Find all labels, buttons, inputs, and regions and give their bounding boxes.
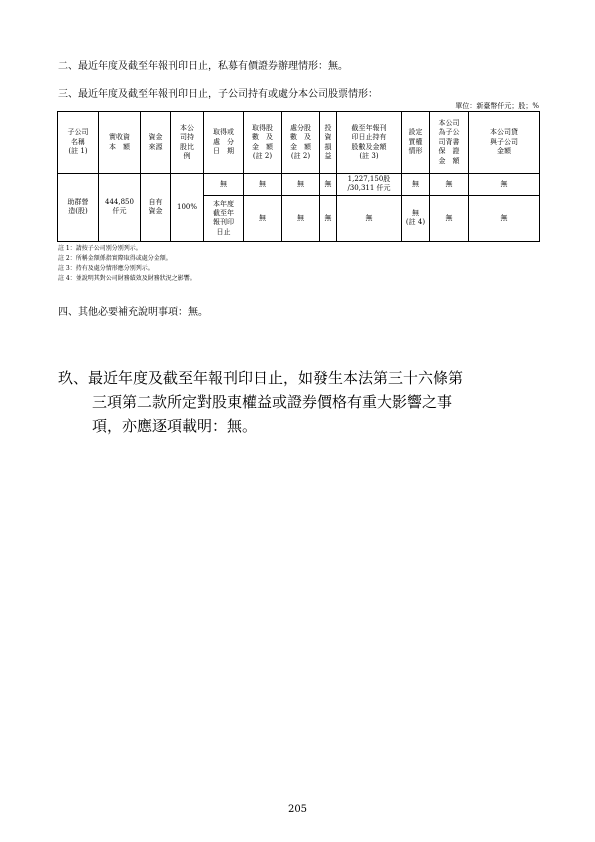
pledge-cell: 無 (註 4): [402, 195, 430, 241]
dispose-cell: 無: [282, 174, 320, 196]
guarantee-cell: 無: [430, 174, 469, 196]
footnote: 註 3：持有及處分情形應分別列示。: [58, 265, 154, 272]
pnl-cell: 無: [320, 195, 337, 241]
holding-cell: 1,227,150股 /30,311 仟元: [337, 174, 402, 196]
ratio-cell: 100%: [171, 174, 204, 242]
header-cell: 本公司 為子公 司背書 保 證 金 額: [430, 112, 469, 174]
header-cell: 處分股 數 及 金 額 (註 2): [282, 112, 320, 174]
acquire-cell: 無: [244, 195, 282, 241]
date-cell: 無: [204, 174, 244, 196]
loan-cell: 無: [469, 174, 540, 196]
section-9-material-events: [58, 366, 548, 438]
header-cell: 取得股 數 及 金 額 (註 2): [244, 112, 282, 174]
section-9-line: 玖、最近年度及截至年報刊印日止，如發生本法第三十六條第: [58, 369, 464, 387]
section-3-subsidiary-holdings: 三、最近年度及截至年報刊印日止，子公司持有或處分本公司股票情形：: [58, 89, 378, 100]
date-cell: 本年度 截至年 報刊印 日止: [204, 195, 244, 241]
section-9-line: 項，亦應逐項載明：無。: [92, 417, 258, 435]
table-header-row: [58, 112, 540, 174]
acquire-cell: 無: [244, 174, 282, 196]
header-cell: 資金 來源: [141, 112, 171, 174]
header-cell: 實收資 本 額: [99, 112, 141, 174]
footnote: 註 1：請按子公司別分別列示。: [58, 245, 142, 252]
dispose-cell: 無: [282, 195, 320, 241]
section-9-line: 三項第二款所定對股東權益或證券價格有重大影響之事: [92, 393, 453, 411]
header-cell: 子公司 名稱 (註 1): [58, 112, 99, 174]
subsidiary-holdings-table: [57, 111, 540, 242]
footnote: 註 4：並說明其對公司財務績效及財務狀況之影響。: [58, 275, 196, 282]
header-cell: 本公司貸 與子公司 金額: [469, 112, 540, 174]
pledge-cell: 無: [402, 174, 430, 196]
header-cell: 投 資 損 益: [320, 112, 337, 174]
fund-source-cell: 自有 資金: [141, 174, 171, 242]
section-2-private-placement: 二、最近年度及截至年報刊印日止，私募有價證券辦理情形：無。: [58, 61, 348, 72]
section-4-supplementary: 四、其他必要補充說明事項：無。: [58, 307, 208, 318]
loan-cell: 無: [469, 195, 540, 241]
footnote: 註 2：所稱金額係指實際取得或處分金額。: [58, 255, 172, 262]
guarantee-cell: 無: [430, 195, 469, 241]
company-name-cell: 助群營 造(股): [58, 174, 99, 242]
header-cell: 截至年報刊 印日止持有 股數及金額 (註 3): [337, 112, 402, 174]
page-number: 205: [287, 804, 308, 815]
holding-cell: 無: [337, 195, 402, 241]
header-cell: 取得或 處 分 日 期: [204, 112, 244, 174]
table-row: [58, 174, 540, 196]
footnotes: [58, 244, 196, 284]
capital-cell: 444,850 仟元: [99, 174, 141, 242]
header-cell: 本公 司持 股比 例: [171, 112, 204, 174]
pnl-cell: 無: [320, 174, 337, 196]
unit-note: 單位：新臺幣仟元；股；%: [455, 102, 539, 110]
header-cell: 設定 質權 情形: [402, 112, 430, 174]
